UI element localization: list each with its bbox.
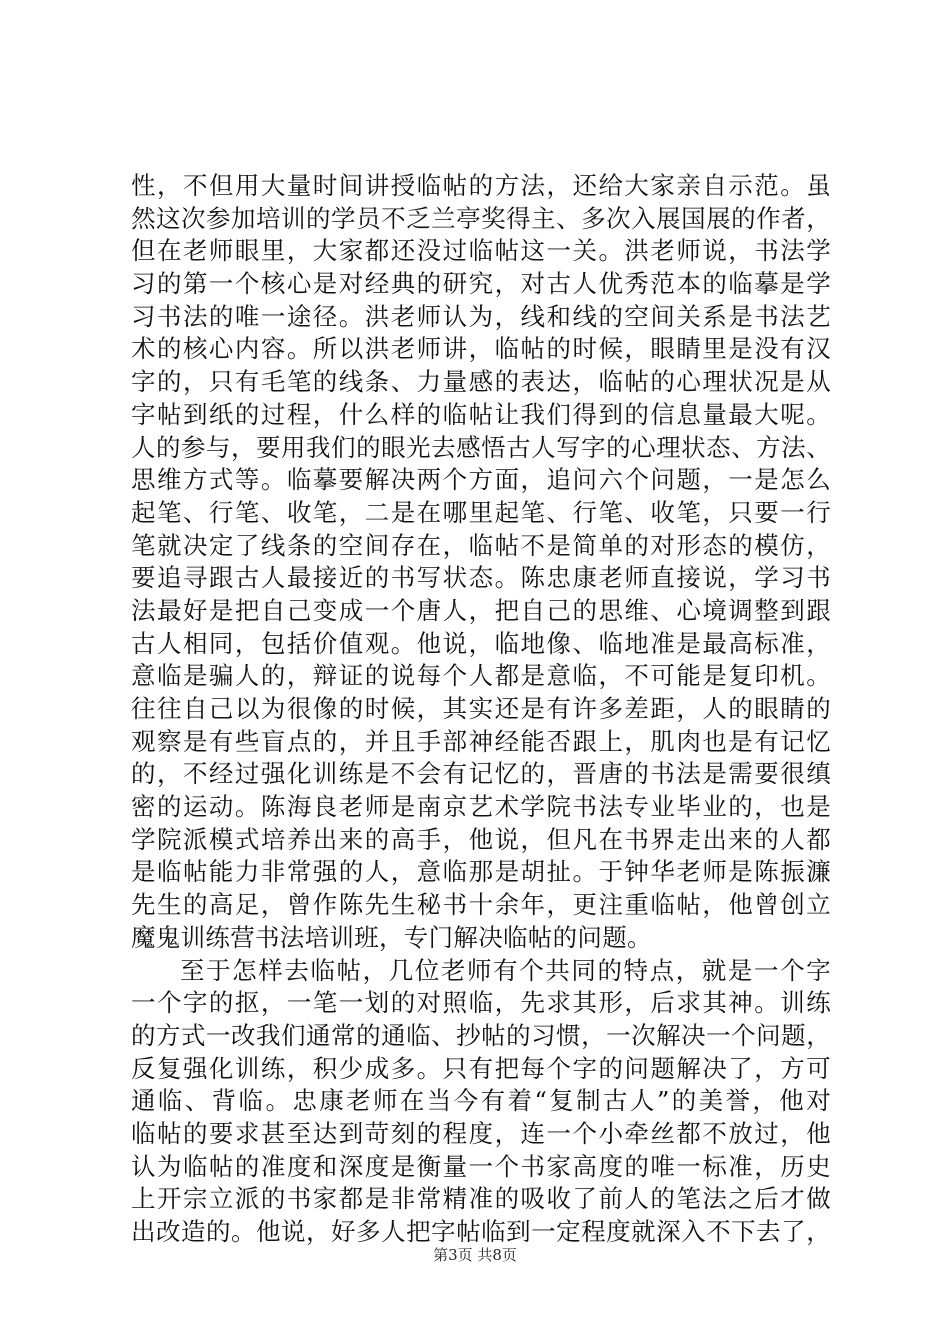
text-line: 字帖到纸的过程，什么样的临帖让我们得到的信息量最大呢。 bbox=[131, 399, 831, 429]
text-line: 一个字的抠，一笔一划的对照临，先求其形，后求其神。训练 bbox=[131, 988, 831, 1018]
text-line: 观察是有些盲点的，并且手部神经能否跟上，肌肉也是有记忆 bbox=[131, 726, 831, 756]
text-line: 是临帖能力非常强的人，意临那是胡扯。于钟华老师是陈振濂 bbox=[131, 857, 831, 887]
text-line: 往往自己以为很像的时候，其实还是有许多差距，人的眼睛的 bbox=[131, 694, 831, 723]
paragraph-start-line: 至于怎样去临帖，几位老师有个共同的特点，就是一个字 bbox=[180, 955, 831, 985]
text-line: 字的，只有毛笔的线条、力量感的表达，临帖的心理状况是从 bbox=[131, 367, 831, 397]
text-line: 认为临帖的准度和深度是衡量一个书家高度的唯一标准，历史 bbox=[131, 1151, 831, 1181]
text-line: 然这次参加培训的学员不乏兰亭奖得主、多次入展国展的作者， bbox=[131, 203, 831, 233]
text-line: 术的核心内容。所以洪老师讲，临帖的时候，眼睛里是没有汉 bbox=[131, 334, 831, 364]
text-line: 临帖的要求甚至达到苛刻的程度，连一个小牵丝都不放过，他 bbox=[131, 1118, 831, 1148]
text-line: 的方式一改我们通常的通临、抄帖的习惯，一次解决一个问题， bbox=[131, 1020, 831, 1050]
text-line: 先生的高足，曾作陈先生秘书十余年，更注重临帖，他曾创立 bbox=[131, 890, 831, 920]
text-line: 出改造的。他说，好多人把字帖临到一定程度就深入不下去了， bbox=[131, 1217, 831, 1246]
text-line: 通临、背临。忠康老师在当今有着“复制古人”的美誉，他对 bbox=[131, 1086, 831, 1116]
text-line: 起笔、行笔、收笔，二是在哪里起笔、行笔、收笔，只要一行 bbox=[131, 497, 831, 527]
text-line: 古人相同，包括价值观。他说，临地像、临地准是最高标准， bbox=[131, 628, 831, 658]
text-line: 习的第一个核心是对经典的研究，对古人优秀范本的临摹是学 bbox=[131, 269, 831, 299]
paragraph-end-line: 魔鬼训练营书法培训班，专门解决临帖的问题。 bbox=[131, 922, 652, 952]
text-line: 人的参与，要用我们的眼光去感悟古人写字的心理状态、方法、 bbox=[131, 432, 831, 462]
text-line: 学院派模式培养出来的高手，他说，但凡在书界走出来的人都 bbox=[131, 824, 831, 854]
text-line: 法最好是把自己变成一个唐人，把自己的思维、心境调整到跟 bbox=[131, 595, 831, 625]
text-line: 思维方式等。临摹要解决两个方面，追问六个问题，一是怎么 bbox=[131, 465, 831, 495]
text-line: 要追寻跟古人最接近的书写状态。陈忠康老师直接说，学习书 bbox=[131, 563, 831, 593]
article-body bbox=[131, 170, 831, 1249]
text-line: 密的运动。陈海良老师是南京艺术学院书法专业毕业的，也是 bbox=[131, 792, 831, 822]
text-line: 意临是骗人的，辩证的说每个人都是意临，不可能是复印机。 bbox=[131, 661, 831, 691]
text-line: 反复强化训练，积少成多。只有把每个字的问题解决了，方可 bbox=[131, 1053, 831, 1083]
text-line: 性，不但用大量时间讲授临帖的方法，还给大家亲自示范。虽 bbox=[131, 171, 831, 200]
text-line: 但在老师眼里，大家都还没过临帖这一关。洪老师说，书法学 bbox=[131, 236, 831, 266]
text-line: 习书法的唯一途径。洪老师认为，线和线的空间关系是书法艺 bbox=[131, 301, 831, 331]
page-number-footer: 第3页 共8页 bbox=[433, 1246, 517, 1264]
text-line: 的，不经过强化训练是不会有记忆的，晋唐的书法是需要很缜 bbox=[131, 759, 831, 789]
text-line: 笔就决定了线条的空间存在，临帖不是简单的对形态的模仿， bbox=[131, 530, 831, 560]
text-line: 上开宗立派的书家都是非常精准的吸收了前人的笔法之后才做 bbox=[131, 1184, 831, 1214]
